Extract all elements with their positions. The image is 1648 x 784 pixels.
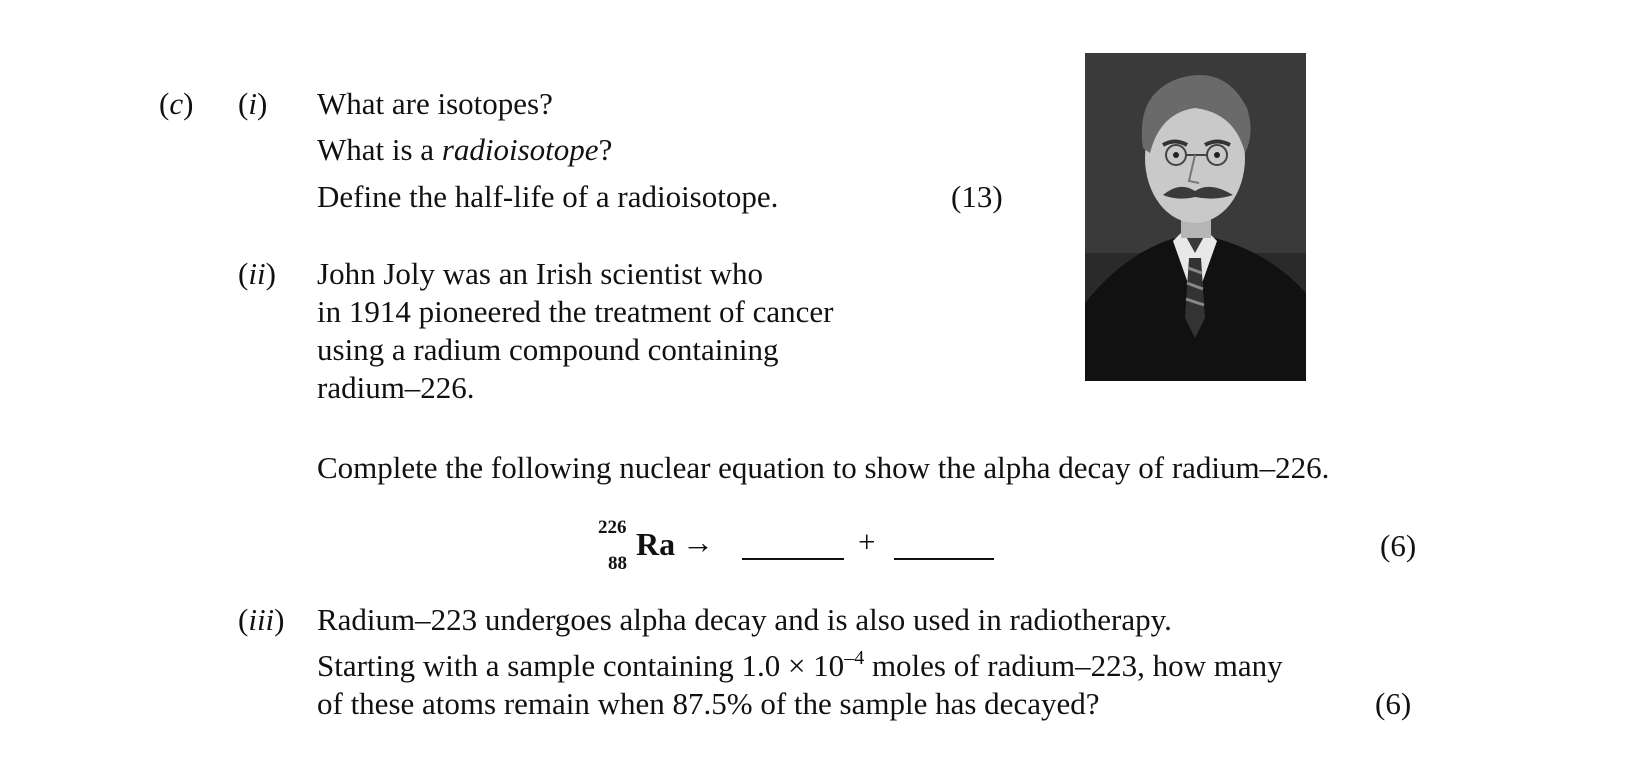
subpart-iii-line-2-suffix: moles of radium–223, how many bbox=[864, 648, 1283, 683]
nuclear-equation bbox=[598, 518, 1018, 578]
subpart-ii-line-4: radium–226. bbox=[317, 370, 475, 405]
atomic-number: 88 bbox=[608, 553, 627, 574]
subpart-ii-line-3: using a radium compound containing bbox=[317, 332, 779, 367]
portrait-photo bbox=[1085, 53, 1306, 381]
answer-blank-1[interactable] bbox=[742, 558, 844, 560]
reaction-arrow: → bbox=[682, 524, 714, 560]
subpart-ii-line-2: in 1914 pioneered the treatment of cancer bbox=[317, 294, 834, 329]
subpart-ii-label: (ii) bbox=[238, 256, 276, 291]
subpart-i-line-2 bbox=[317, 134, 612, 165]
subpart-i-letter: i bbox=[248, 86, 257, 121]
subpart-iii-line-3: of these atoms remain when 87.5% of the sample has decayed? bbox=[317, 686, 1100, 721]
subpart-iii-line-2 bbox=[317, 647, 1283, 683]
subpart-iii-line-1: Radium–223 undergoes alpha decay and is also used in radiotherapy. bbox=[317, 602, 1172, 637]
subpart-iii-line-2-prefix: Starting with a sample containing 1.0 × 10 bbox=[317, 648, 845, 683]
plus-sign: + bbox=[858, 524, 876, 559]
portrait-illustration bbox=[1085, 53, 1306, 381]
part-label-letter: c bbox=[169, 86, 184, 121]
exponent: –4 bbox=[844, 647, 865, 669]
subpart-i-line-3: Define the half-life of a radioisotope. bbox=[317, 179, 779, 214]
subpart-ii-letter: ii bbox=[248, 256, 266, 291]
subpart-iii-marks: (6) bbox=[1375, 686, 1412, 721]
subpart-i-label: (i) bbox=[238, 86, 268, 121]
subpart-i-marks: (13) bbox=[951, 179, 1003, 214]
subpart-i-line-2-prefix: What is a bbox=[317, 132, 442, 167]
subpart-i-line-1: What are isotopes? bbox=[317, 86, 553, 121]
mass-number: 226 bbox=[598, 517, 627, 538]
part-label: (c) bbox=[159, 86, 194, 121]
subpart-i-line-2-suffix: ? bbox=[598, 132, 613, 167]
equation-instruction: Complete the following nuclear equation to show the alpha decay of radium–226. bbox=[317, 450, 1330, 485]
element-symbol: Ra bbox=[636, 526, 676, 562]
subpart-ii-marks: (6) bbox=[1380, 528, 1417, 563]
subpart-iii-label: (iii) bbox=[238, 602, 285, 637]
subpart-ii-line-1: John Joly was an Irish scientist who bbox=[317, 256, 764, 291]
answer-blank-2[interactable] bbox=[894, 558, 994, 560]
subpart-i-line-2-term: radioisotope bbox=[441, 132, 599, 167]
subpart-iii-letter: iii bbox=[248, 602, 275, 637]
